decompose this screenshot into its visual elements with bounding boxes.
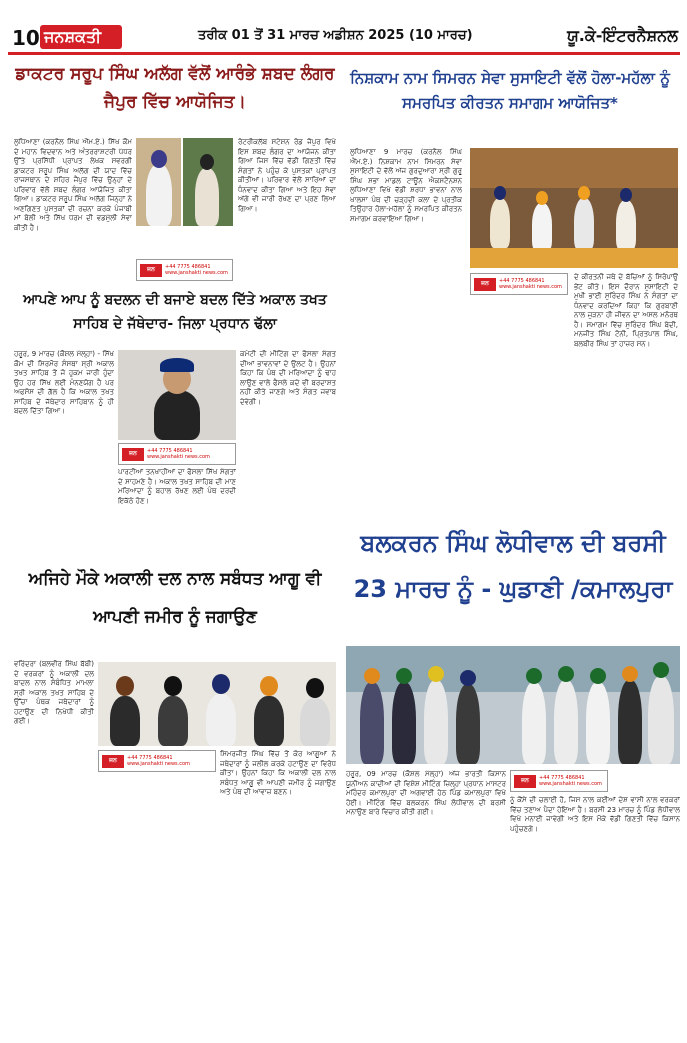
masthead [8,25,680,51]
article-2-column-1: ਲੁਧਿਆਣਾ 9 ਮਾਰਚ (ਕਰਨੈਲ ਸਿੰਘ ਐੱਮ.ਏ.) ਨਿਸ਼ਕਾਮ ਨਾਮ ਸਿਮਰਨ ਸੇਵਾ ਸੁਸਾਇਟੀ ਦੇ ਵੱਲੋਂ ਅੱਜ ਗੁਰਦੁਆਰਾ ਸ੍ਰੀ ਗੁਰੂ ਸਿੰਘ ਸਭਾ ਮਾਡਲ ਟਾਊਨ ਐਕਸਟੈਨਸ਼ਨ ਲੁਧਿਆਣਾ ਵਿਖੇ ਵੱਡੀ ਸ਼ਰਧਾ ਭਾਵਨਾ ਨਾਲ ਖਾਲਸਾ ਪੰਥ ਦੀ ਚੜ੍ਹਦੀ ਕਲਾ ਦੇ ਪ੍ਰਤੀਕ ਤਿਉਹਾਰ ਹੋਲਾ-ਮਹੱਲਾ ਨੂੰ ਸਮਰਪਿਤ ਕੀਰਤਨ ਸਮਾਗਮ ਕਰਵਾਇਆ ਗਿਆ। [350,148,462,223]
article-3-column-3: ਪਾਰਟੀਆਂ ਤਨਖਾਹੀਆਂ ਦਾ ਫੈਸਲਾ ਸਿੱਖ ਸੰਗਤਾਂ ਦੇ ਸਾਹਮਣੇ ਹੈ। ਅਕਾਲ ਤਖਤ ਸਾਹਿਬ ਦੀ ਮਾਣ ਮਰਿਆਦਾ ਨੂੰ ਬਹਾਲ ਰੱਖਣ ਲਈ ਪੰਥ ਦਰਦੀ ਇਕੱਠੇ ਹੋਣ। [118,468,236,505]
masthead-rule [8,52,680,55]
article-3-column-1: ਹਰੂਰ, 9 ਮਾਰਚ (ਕੌਸ਼ਲ ਮੱਲ੍ਹਾ) - ਸਿੱਖ ਕੌਮ ਦੀ ਸਿਰਮੌਰ ਸੰਸਥਾ ਸ੍ਰੀ ਅਕਾਲ ਤਖਤ ਸਾਹਿਬ ਤੋਂ ਜੋ ਹੁਕਮ ਜਾਰੀ ਹੁੰਦਾ ਉਹ ਹਰ ਸਿੱਖ ਲਈ ਮੰਨਣਯੋਗ ਹੈ ਪਰ ਅਫਸੋਸ ਦੀ ਗੱਲ ਹੈ ਕਿ ਅਕਾਲ ਤਖਤ ਸਾਹਿਬ ਦੇ ਜੱਥੇਦਾਰ ਸਾਹਿਬਾਨ ਨੂੰ ਹੀ ਬਦਲ ਦਿੱਤਾ ਗਿਆ। [14,350,114,415]
jan-shakti-logo-icon: ਜਨ [102,755,124,768]
article-5-headline: ਬਲਕਰਨ ਸਿੰਘ ਲੋਧੀਵਾਲ ਦੀ ਬਰਸੀ 23 ਮਾਰਚ ਨੂੰ - ਘੁਡਾਣੀ /ਕਮਾਲਪੁਰਾ [353,529,673,603]
article-1-photo-2 [183,138,233,226]
jan-shakti-badge-2: ਜਨ +44 7775 486841 www.janshakti news.com [470,273,568,295]
article-4-headline: ਅਜਿਹੇ ਮੌਕੇ ਅਕਾਲੀ ਦਲ ਨਾਲ ਸਬੰਧਤ ਆਗੂ ਵੀ ਆਪਣੀ ਜਮੀਰ ਨੂੰ ਜਗਾਉਣ [28,569,322,627]
jan-shakti-badge-1: ਜਨ +44 7775 486841 www.janshakti news.com [136,259,233,281]
article-5-photo [346,646,680,764]
article-4-column-1: ਵਰਿੰਦਰਾ (ਬਲਵੀਰ ਸਿੰਘ ਬੱਬੀ) ਦੇ ਵਰਕਰਾਂ ਨੂੰ ਅਕਾਲੀ ਦਲ ਬਾਦਲ ਨਾਲ ਸੰਬੰਧਿਤ ਮਾਮਲਾ ਸ੍ਰੀ ਅਕਾਲ ਤਖਤ ਸਾਹਿਬ ਦੇ ਉੱਚਾ ਪੰਥਕ ਜਥੇਦਾਰਾਂ ਨੂੰ ਹਟਾਉਣ ਦੀ ਨਿਖੇਧੀ ਕੀਤੀ ਗਈ। [14,660,94,725]
article-4-photo [98,662,336,746]
article-3-headline: ਆਪਣੇ ਆਪ ਨੂੰ ਬਦਲਨ ਦੀ ਬਜਾਏ ਬਦਲ ਦਿੱਤੇ ਅਕਾਲ ਤਖਤ ਸਾਹਿਬ ਦੇ ਜੱਥੇਦਾਰ- ਜਿਲਾ ਪ੍ਰਧਾਨ ਢੱਲਾ [23,292,327,332]
article-1-photo-1 [136,138,181,226]
jan-shakti-badge-4: ਜਨ +44 7775 486841 www.janshakti news.com [98,750,216,772]
article-4-column-2: ਸਿਮਰਜੀਤ ਸਿੰਘ ਵਿੱਚ ਤੋਂ ਕੋਰ ਆਗੂਆਂ ਨੇ ਜਥੇਦਾਰਾਂ ਨੂੰ ਜਲੀਲ ਕਰਕੇ ਹਟਾਉਣ ਦਾ ਵਿਰੋਧ ਕੀਤਾ। ਉਹਨਾਂ ਕਿਹਾ ਕਿ ਅਕਾਲੀ ਦਲ ਨਾਲ ਸਬੰਧਤ ਆਗੂ ਵੀ ਆਪਣੀ ਜਮੀਰ ਨੂੰ ਜਗਾਉਣ ਅਤੇ ਪੰਥ ਦੀ ਆਵਾਜ਼ ਬਣਨ। [220,750,336,796]
jan-shakti-badge-3: ਜਨ +44 7775 486841 www.janshakti news.com [118,443,236,465]
article-5-column-2: ਨੂੰ ਕੈਂਸੇ ਦੀ ਚਲਾਈ ਹੈ, ਜਿਸ ਨਾਲ ਕਈਆਂ ਦੇਸ਼ ਵਾਸੀ ਨਾਲ ਵਰਕਰਾਂ ਵਿੱਚ ਤਣਾਅ ਪੈਦਾ ਹੋਇਆ ਹੈ। ਬਰਸੀ 23 ਮਾਰਚ ਨੂੰ ਪਿੰਡ ਲੋਧੀਵਾਲ ਵਿਖੇ ਮਨਾਈ ਜਾਵੇਗੀ ਅਤੇ ਇਸ ਮੌਕੇ ਵੱਡੀ ਗਿਣਤੀ ਵਿੱਚ ਕਿਸਾਨ ਪਹੁੰਚਣਗੇ। [510,796,680,833]
jan-shakti-logo-icon: ਜਨ [140,264,162,277]
article-1-column-1: ਲੁਧਿਆਣਾ (ਕਰਨੈਲ ਸਿੰਘ ਐੱਮ.ਏ.) ਸਿੱਖ ਕੌਮ ਦੇ ਮਹਾਨ ਵਿਦਵਾਨ ਅਤੇ ਅੰਤਰਰਾਸ਼ਟਰੀ ਪੱਧਰ ਉੱਤੇ ਪ੍ਰਸਿੱਧੀ ਪ੍ਰਾਪਤ ਲੇਖਕ ਸਵਰਗੀ ਡਾਕਟਰ ਸਰੂਪ ਸਿੰਘ ਅਲੱਗ ਦੀ ਯਾਦ ਵਿੱਚ ਰਾਜਸਥਾਨ ਦੇ ਸ਼ਹਿਰ ਜੈਪੁਰ ਵਿੱਚ ਉਨ੍ਹਾਂ ਦੇ ਪਰਿਵਾਰ ਵੱਲੋਂ ਸ਼ਬਦ ਲੰਗਰ ਆਯੋਜਿਤ ਕੀਤਾ ਗਿਆ। ਡਾਕਟਰ ਸਰੂਪ ਸਿੰਘ ਅਲੱਗ ਜਿਨ੍ਹਾਂ ਨੇ ਅਣਗਿਣਤ ਪੁਸਤਕਾਂ ਦੀ ਰਚਨਾ ਕਰਕੇ ਪੰਜਾਬੀ ਮਾਂ ਬੋਲੀ ਅਤੇ ਸਿੱਖ ਧਰਮ ਦੀ ਵਡਮੁੱਲੀ ਸੇਵਾ ਕੀਤੀ ਹੈ। [14,138,132,232]
article-1-headline: ਡਾਕਟਰ ਸਰੂਪ ਸਿੰਘ ਅਲੱਗ ਵੱਲੋਂ ਆਰੰਭੇ ਸ਼ਬਦ ਲੰਗਰ ਜੈਪੁਰ ਵਿੱਚ ਆਯੋਜਿਤ। [15,64,335,112]
newspaper-logo-text: ਜਨਸ਼ਕਤੀ [44,27,102,46]
newspaper-logo [40,25,122,49]
jan-shakti-logo-icon: ਜਨ [122,448,144,461]
article-5-column-1: ਹਰੂਰ, 09 ਮਾਰਚ (ਕੌਸ਼ਲ ਮੱਲ੍ਹਾ) ਅੱਜ ਭਾਰਤੀ ਕਿਸਾਨ ਯੂਨੀਅਨ ਕਾਦੀਆਂ ਦੀ ਵਿਸ਼ੇਸ਼ ਮੀਟਿੰਗ ਜ਼ਿਲ੍ਹਾ ਪ੍ਰਧਾਨ ਮਾਸਟਰ ਮਹਿੰਦਰ ਕਮਾਲਪੁਰਾ ਦੀ ਅਗਵਾਈ ਹੇਠ ਪਿੰਡ ਕਮਾਲਪੁਰਾ ਵਿਖੇ ਹੋਈ। ਮੀਟਿੰਗ ਵਿੱਚ ਬਲਕਰਨ ਸਿੰਘ ਲੋਧੀਵਾਲ ਦੀ ਬਰਸੀ ਮਨਾਉਣ ਬਾਰੇ ਵਿਚਾਰ ਕੀਤੀ ਗਈ। [346,770,506,816]
article-2-headline: ਨਿਸ਼ਕਾਮ ਨਾਮ ਸਿਮਰਨ ਸੇਵਾ ਸੁਸਾਇਟੀ ਵੱਲੋਂ ਹੋਲਾ-ਮਹੱਲਾ ਨੂੰ ਸਮਰਪਿਤ ਕੀਰਤਨ ਸਮਾਗਮ ਆਯੋਜਿਤ* [350,69,670,112]
article-2-column-2: ਦੇ ਕੀਰਤਨੀ ਜਥੇ ਦੇ ਬੱਚਿਆਂ ਨੂੰ ਸਿਰੋਪਾਉ ਭੇਂਟ ਕੀਤੇ। ਇਸ ਦੌਰਾਨ ਸੁਸਾਇਟੀ ਦੇ ਮੁਖੀ ਭਾਈ ਸੁਰਿੰਦਰ ਸਿੰਘ ਨੇ ਸੰਗਤਾਂ ਦਾ ਧੰਨਵਾਦ ਕਰਦਿਆਂ ਕਿਹਾ ਕਿ ਗੁਰਬਾਣੀ ਨਾਲ ਜੁੜਨਾ ਹੀ ਜੀਵਨ ਦਾ ਅਸਲ ਮਨੋਰਥ ਹੈ। ਸਮਾਗਮ ਵਿੱਚ ਸੁਰਿੰਦਰ ਸਿੰਘ ਬੇਦੀ, ਮਨਜੀਤ ਸਿੰਘ ਟੋਨੀ, ਪ੍ਰਿਤਪਾਲ ਸਿੰਘ, ਬਲਬੀਰ ਸਿੰਘ ਤਾਂ ਹਾਜ਼ਰ ਸਨ। [574,273,678,348]
article-3-column-2: ਕਮੇਟੀ ਦੀ ਮੀਟਿੰਗ ਦਾ ਫੈਸਲਾ ਸੰਗਤ ਦੀਆਂ ਭਾਵਨਾਵਾਂ ਦੇ ਉਲਟ ਹੈ। ਉਹਨਾਂ ਕਿਹਾ ਕਿ ਪੰਥ ਦੀ ਮਰਿਆਦਾ ਨੂੰ ਢਾਹ ਲਾਉਣ ਵਾਲੇ ਫੈਸਲੇ ਕਦੇ ਵੀ ਬਰਦਾਸ਼ਤ ਨਹੀਂ ਕੀਤੇ ਜਾਣਗੇ ਅਤੇ ਸੰਗਤ ਜਵਾਬ ਦੇਵੇਗੀ। [240,350,336,406]
section-name: ਯੂ.ਕੇ-ਇੰਟਰਨੈਸ਼ਨਲ [567,26,678,45]
page-number: 10 [12,26,40,50]
article-1-column-2: ਰੋਟਰੀਕਲੱਬ ਸਟੇਸ਼ਨ ਰੋਡ ਜੈਪੁਰ ਵਿਖੇ ਇਸ ਸ਼ਬਦ ਲੰਗਰ ਦਾ ਆਯੋਜਨ ਕੀਤਾ ਗਿਆ ਜਿਸ ਵਿੱਚ ਵੱਡੀ ਗਿਣਤੀ ਵਿੱਚ ਸੰਗਤਾਂ ਨੇ ਪਹੁੰਚ ਕੇ ਪੁਸਤਕਾਂ ਪ੍ਰਾਪਤ ਕੀਤੀਆਂ। ਪਰਿਵਾਰ ਵੱਲੋਂ ਸਾਰਿਆਂ ਦਾ ਧੰਨਵਾਦ ਕੀਤਾ ਗਿਆ ਅਤੇ ਇਹ ਸੇਵਾ ਅੱਗੇ ਵੀ ਜਾਰੀ ਰੱਖਣ ਦਾ ਪ੍ਰਣ ਲਿਆ ਗਿਆ। [238,138,336,213]
article-2-photo [470,148,678,268]
issue-date: ਤਰੀਕ 01 ਤੋਂ 31 ਮਾਰਚ ਅਡੀਸ਼ਨ 2025 (10 ਮਾਰਚ) [198,28,473,43]
jan-shakti-logo-icon: ਜਨ [514,775,536,788]
jan-shakti-logo-icon: ਜਨ [474,278,496,291]
article-3-portrait [118,350,236,440]
jan-shakti-badge-5: ਜਨ +44 7775 486841 www.janshakti news.com [510,770,608,792]
